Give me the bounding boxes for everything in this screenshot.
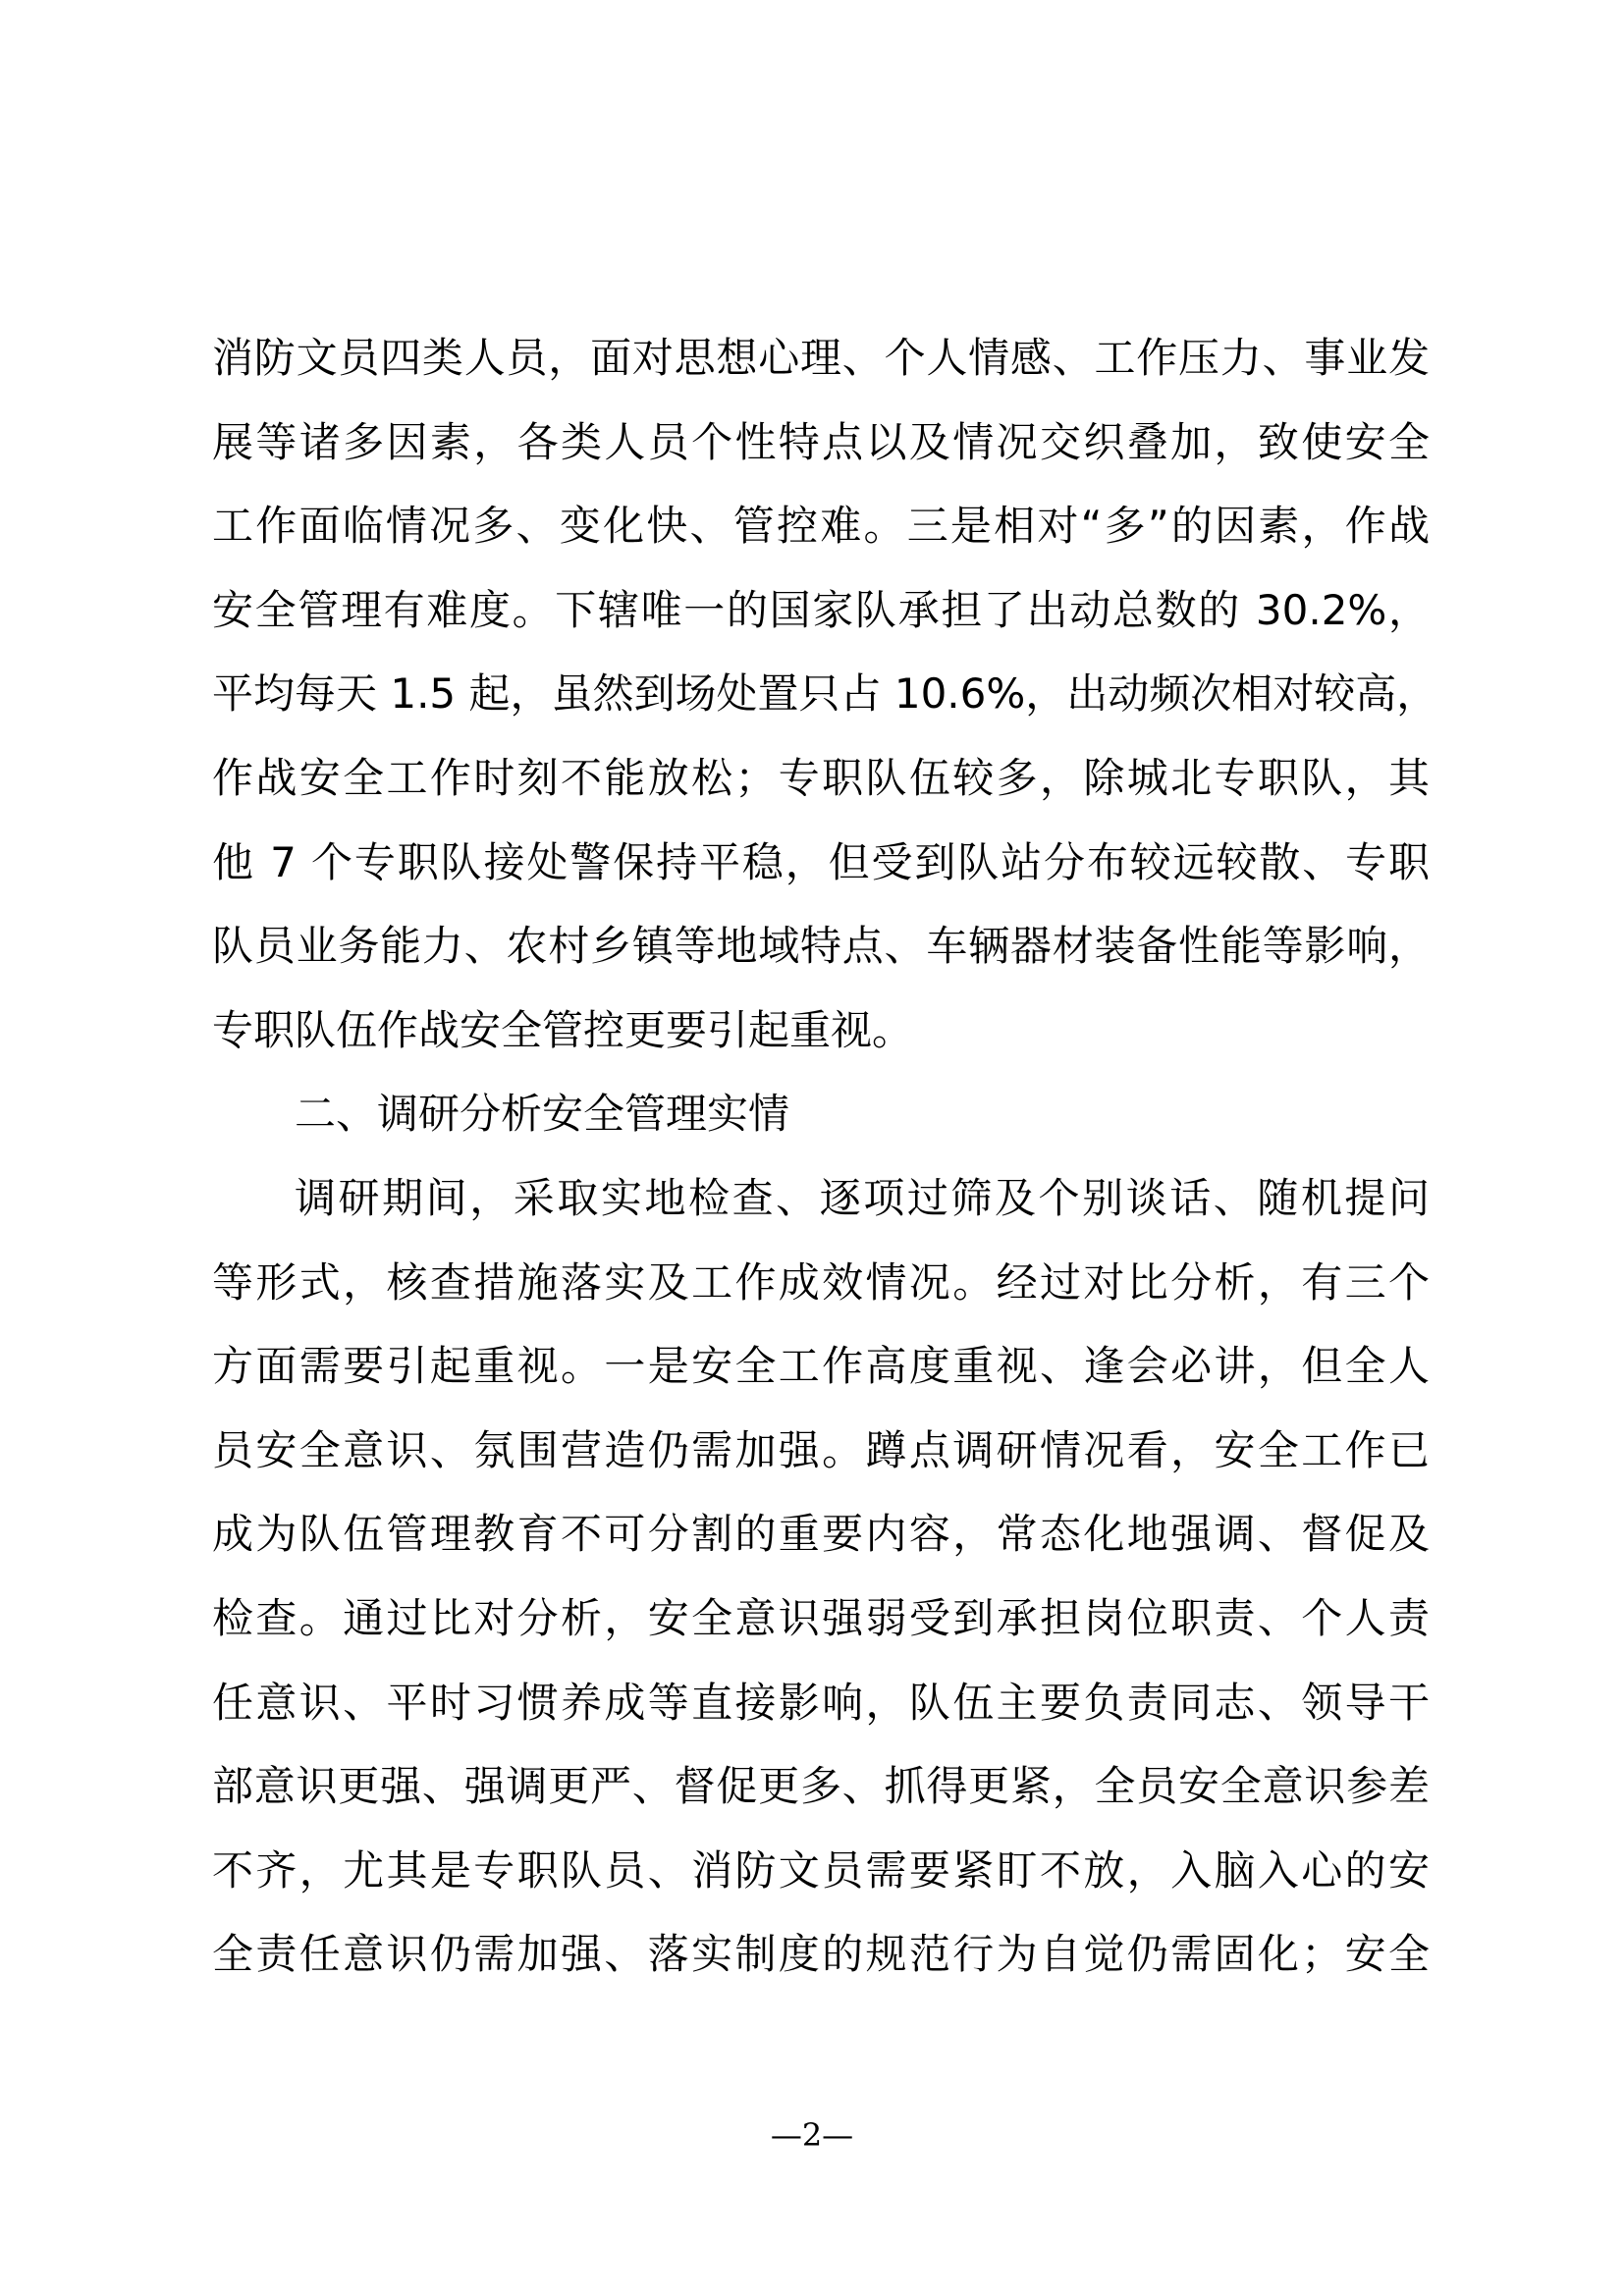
text-line: 员安全意识、氛围营造仍需加强。蹲点调研情况看，安全工作已 bbox=[212, 1425, 1430, 1474]
section-heading: 二、调研分析安全管理实情 bbox=[295, 1090, 790, 1139]
text-line: 全责任意识仍需加强、落实制度的规范行为自觉仍需固化；安全 bbox=[212, 1930, 1430, 1979]
text-line: 平均每天 1.5 起，虽然到场处置只占 10.6%，出动频次相对较高， bbox=[212, 669, 1438, 719]
text-line: 工作面临情况多、变化快、管控难。三是相对“多”的因素，作战 bbox=[212, 502, 1430, 551]
text-line: 专职队伍作战安全管控更要引起重视。 bbox=[212, 1005, 914, 1054]
text-line: 消防文员四类人员，面对思想心理、个人情感、工作压力、事业发 bbox=[212, 334, 1430, 382]
text-line: 等形式，核查措施落实及工作成效情况。经过对比分析，有三个 bbox=[212, 1257, 1430, 1307]
text-line: 安全管理有难度。下辖唯一的国家队承担了出动总数的 30.2%， bbox=[212, 585, 1430, 634]
text-line: 任意识、平时习惯养成等直接影响，队伍主要负责同志、领导干 bbox=[212, 1678, 1430, 1727]
text-line: 方面需要引起重视。一是安全工作高度重视、逢会必讲，但全人 bbox=[212, 1342, 1430, 1391]
text-line: 他 7 个专职队接处警保持平稳，但受到队站分布较远较散、专职 bbox=[212, 837, 1430, 886]
body-text bbox=[212, 316, 1438, 1997]
text-line: 作战安全工作时刻不能放松；专职队伍较多，除城北专职队，其 bbox=[212, 753, 1430, 802]
text-line: 调研期间，采取实地检查、逐项过筛及个别谈话、随机提问 bbox=[295, 1173, 1430, 1222]
text-line: 队员业务能力、农村乡镇等地域特点、车辆器材装备性能等影响， bbox=[212, 922, 1430, 971]
page-number: —2— bbox=[770, 2116, 854, 2154]
text-line: 检查。通过比对分析，安全意识强弱受到承担岗位职责、个人责 bbox=[212, 1593, 1430, 1642]
text-line: 展等诸多因素，各类人员个性特点以及情况交织叠加，致使安全 bbox=[212, 417, 1430, 466]
text-line: 成为队伍管理教育不可分割的重要内容，常态化地强调、督促及 bbox=[212, 1510, 1430, 1559]
text-line: 不齐，尤其是专职队员、消防文员需要紧盯不放，入脑入心的安 bbox=[212, 1845, 1430, 1895]
text-line: 部意识更强、强调更严、督促更多、抓得更紧，全员安全意识参差 bbox=[212, 1762, 1430, 1811]
